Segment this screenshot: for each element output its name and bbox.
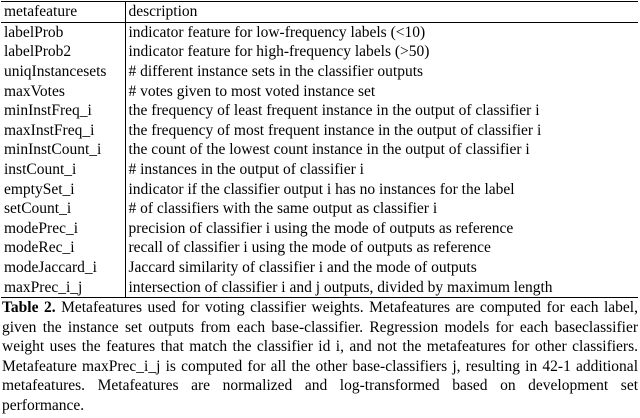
table-row: [1, 239, 638, 259]
metafeature-table: [1, 1, 638, 298]
metafeature-name: modePrec_i: [1, 219, 125, 239]
metafeature-description: # different instance sets in the classifier outputs: [128, 62, 424, 80]
table-row: [1, 258, 638, 278]
metafeature-name: modeJaccard_i: [1, 258, 125, 278]
metafeature-name: labelProb2: [1, 43, 125, 63]
caption-label: Table 2.: [2, 299, 56, 316]
table-row: [1, 180, 638, 200]
table-row: [1, 62, 638, 82]
column-header-description: description: [125, 2, 638, 23]
metafeature-description: indicator feature for low-frequency labels (<10): [128, 23, 426, 41]
metafeature-description: intersection of classifier i and j outputs, divided by maximum length: [125, 278, 638, 298]
table-row: [1, 43, 638, 63]
metafeature-description: recall of classifier i using the mode of outputs as reference: [128, 239, 491, 257]
table-row: [1, 160, 638, 180]
metafeature-name: labelProb: [1, 23, 125, 43]
column-header-metafeature: metafeature: [1, 2, 125, 23]
metafeature-description: indicator if the classifier output i has no instances for the label: [128, 180, 515, 198]
metafeature-description: the count of the lowest count instance in the output of classifier i: [128, 141, 530, 159]
table-row: [1, 199, 638, 219]
metafeature-name: emptySet_i: [1, 180, 125, 200]
table-row: [1, 219, 638, 239]
metafeature-name: minInstCount_i: [1, 141, 125, 161]
table-row: [1, 23, 638, 43]
metafeature-name: setCount_i: [1, 199, 125, 219]
table-row: [1, 141, 638, 161]
metafeature-description: # votes given to most voted instance set: [128, 82, 376, 100]
metafeature-description: the frequency of least frequent instance in the output of classifier i: [128, 102, 540, 120]
table-header-row: [1, 2, 638, 23]
metafeature-name: minInstFreq_i: [1, 101, 125, 121]
metafeature-name: modeRec_i: [1, 239, 125, 259]
metafeature-name: instCount_i: [1, 160, 125, 180]
metafeature-description: # instances in the output of classifier i: [128, 160, 364, 178]
metafeature-description: indicator feature for high-frequency labels (>50): [128, 43, 430, 61]
table-row: [1, 278, 638, 298]
metafeature-description: Jaccard similarity of classifier i and the mode of outputs: [128, 258, 477, 276]
table-body: [1, 23, 638, 298]
metafeature-description: # of classifiers with the same output as classifier i: [128, 200, 438, 218]
table-caption: [2, 298, 638, 416]
metafeature-description: the frequency of most frequent instance in the output of classifier i: [128, 121, 542, 139]
table-row: [1, 121, 638, 141]
metafeature-name: maxPrec_i_j: [1, 278, 125, 298]
metafeature-name: maxInstFreq_i: [1, 121, 125, 141]
metafeature-name: maxVotes: [1, 82, 125, 102]
metafeature-description: precision of classifier i using the mode of outputs as reference: [128, 219, 514, 237]
metafeature-name: uniqInstancesets: [1, 62, 125, 82]
table-row: [1, 101, 638, 121]
caption-text: Metafeatures used for voting classifier weights. Metafeatures are computed for each label, given the instance set outputs from each base-classifier. Regression models for each baseclassifier weight uses the features that match the classifier id i, and not the metafeatures for other classifiers. Metafeature maxPrec_i_j is computed for all the other base-classifiers j, resulting in 42-1 additional metafeatures. Metafeatures are normalized and log-transformed based on development set performance.: [2, 299, 638, 414]
table-row: [1, 82, 638, 102]
